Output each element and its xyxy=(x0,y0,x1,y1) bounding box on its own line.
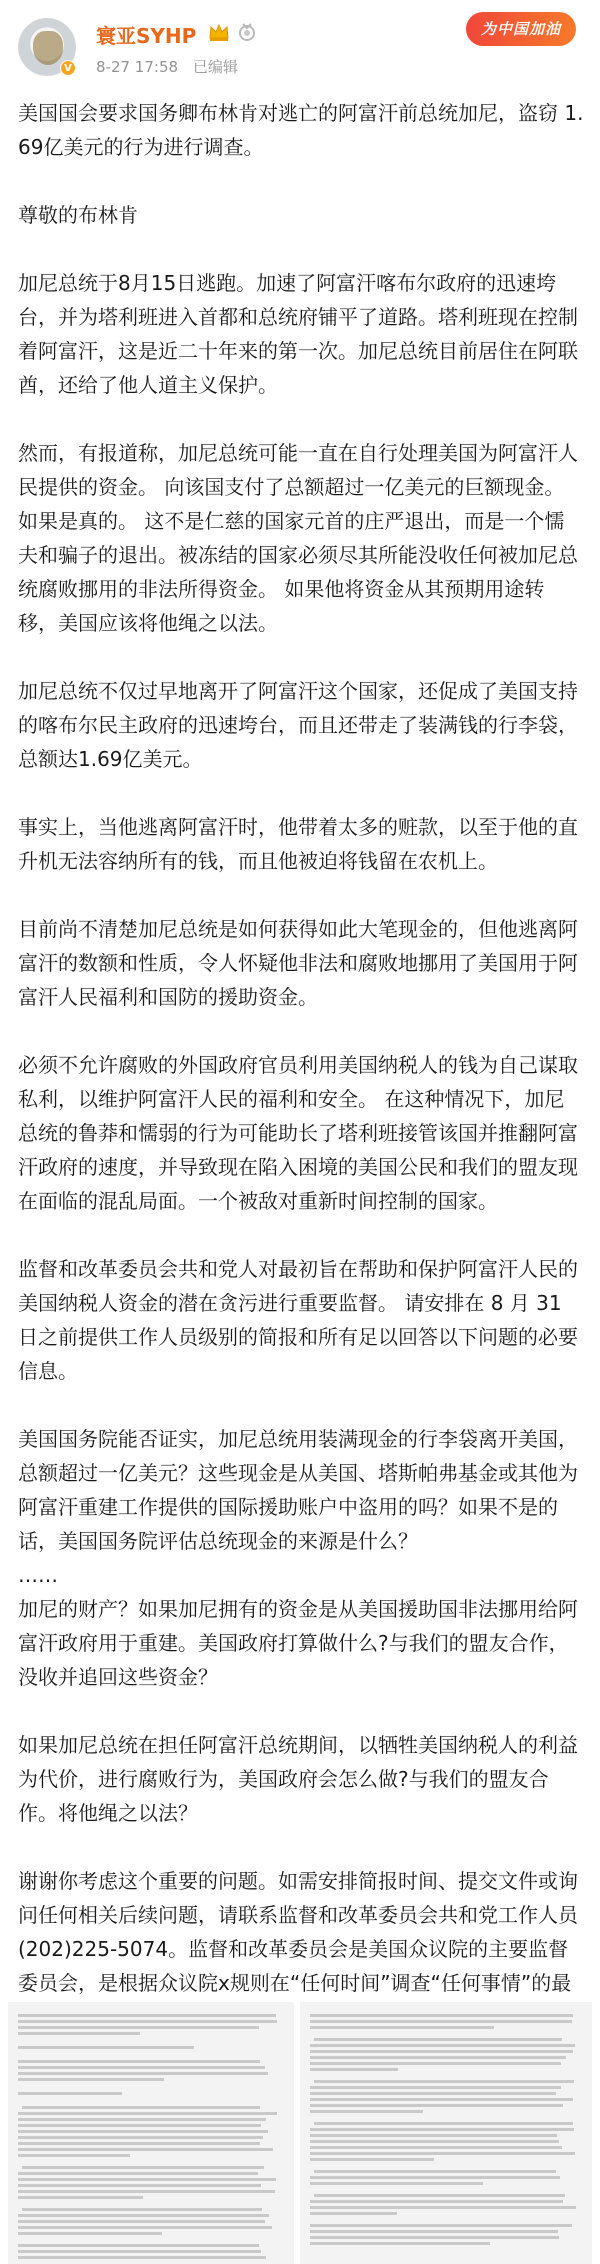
paragraph: 事实上，当他逃离阿富汗时，他带着太多的赃款，以至于他的直升机无法容纳所有的钱，而且他被迫将钱留在农机上。 xyxy=(18,815,578,873)
paragraph: 监督和改革委员会共和党人对最初旨在帮助和保护阿富汗人民的美国纳税人资金的潜在贪污进行重要监督。 请安排在 8 月 31 日之前提供工作人员级别的简报和所有足以回答以下问题的必要信息。 xyxy=(18,1257,578,1383)
attached-images xyxy=(0,1994,600,2264)
post-meta xyxy=(96,56,248,77)
document-text-line xyxy=(310,2086,561,2089)
document-text-line xyxy=(310,2146,562,2149)
document-text-line xyxy=(18,2232,162,2235)
paragraph: 加尼总统于8月15日逃跑。加速了阿富汗喀布尔政府的迅速垮台，并为塔利班进入首都和总统府铺平了道路。塔利班现在控制着阿富汗，这是近二十年来的第一次。加尼总统目前居住在阿联酋，还给了他人道主义保护。 xyxy=(18,271,578,397)
medal-icon xyxy=(238,22,256,42)
document-text-line xyxy=(310,2026,494,2029)
document-text-line xyxy=(18,2214,269,2217)
post-body xyxy=(18,96,584,2068)
verified-badge-icon: V xyxy=(60,60,76,76)
document-text-line xyxy=(310,2044,575,2047)
crown-icon xyxy=(208,22,230,42)
document-text-line xyxy=(22,2208,262,2211)
document-text-line xyxy=(310,2242,490,2245)
document-text-line xyxy=(18,2072,268,2075)
document-text-line xyxy=(310,2140,559,2143)
paragraph: 然而，有报道称，加尼总统可能一直在自行处理美国为阿富汗人民提供的资金。 向该国支付了总额超过一亿美元的巨额现金。 如果是真的。 这不是仁慈的国家元首的庄严退出，而是一个懦夫和骗子的退出。被冻结的国家必须尽其所能没收任何被加尼总统腐败挪用的非法所得资金。 如果他将资金从其预期用途转移，美国应该将他绳之以法。 xyxy=(18,441,578,635)
document-text-line xyxy=(314,2038,562,2041)
edited-label[interactable]: 已编辑 xyxy=(192,58,238,76)
ellipsis-line: …… xyxy=(18,1563,58,1587)
document-text-line xyxy=(310,2212,397,2215)
document-text-line xyxy=(18,2154,130,2157)
document-text-line xyxy=(18,2124,261,2127)
document-text-line xyxy=(310,2104,563,2107)
document-text-line xyxy=(18,2020,277,2023)
document-text-line xyxy=(310,2092,556,2095)
document-text-line xyxy=(310,2182,483,2185)
document-text-line xyxy=(18,2190,275,2193)
document-text-line xyxy=(18,2148,273,2151)
document-text-line xyxy=(18,2220,265,2223)
document-text-line xyxy=(310,2050,573,2053)
paragraph: 如果加尼总统在担任阿富汗总统期间，以牺牲美国纳税人的利益为代价，进行腐败行为，美国政府会怎么做?与我们的盟友合作。将他绳之以法？ xyxy=(18,1733,578,1825)
document-text-line xyxy=(310,2098,573,2101)
document-text-line xyxy=(18,2032,140,2035)
paragraph: 谢谢你考虑这个重要的问题。如需安排简报时间、提交文件或询问任何相关后续问题，请联系监督和改革委员会共和党工作人员(202)225-5074。监督和改革委员会是美国众议院的主要监督委员会，是根据众议院x规则在“任何时间”调查“任何事情”的最 xyxy=(18,1869,578,1995)
document-text-line xyxy=(310,2128,574,2131)
document-text-line xyxy=(310,2206,576,2209)
document-text-line xyxy=(314,2194,565,2197)
document-text-line xyxy=(310,2200,563,2203)
document-text-line xyxy=(310,2110,423,2113)
document-text-line xyxy=(18,2178,276,2181)
document-text-line xyxy=(18,2026,259,2029)
document-text-line xyxy=(314,2170,556,2173)
document-text-line xyxy=(310,2230,558,2233)
document-text-line xyxy=(314,2080,574,2083)
document-text-line xyxy=(18,2014,276,2017)
document-text-line xyxy=(18,2136,263,2139)
paragraph: 加尼的财产？如果加尼拥有的资金是从美国援助国非法挪用给阿富汗政府用于重建。美国政府打算做什么?与我们的盟友合作，没收并追回这些资金？ xyxy=(18,1597,578,1689)
document-text-line xyxy=(22,2106,260,2109)
document-text-line xyxy=(310,2056,566,2059)
document-text-line xyxy=(18,2172,258,2175)
paragraph: 加尼总统不仅过早地离开了阿富汗这个国家，还促成了美国支持的喀布尔民主政府的迅速垮台，而且还带走了装满钱的行李袋，总额达1.69亿美元。 xyxy=(18,679,578,771)
document-text-line xyxy=(310,2014,573,2017)
document-text-line xyxy=(310,2020,572,2023)
document-text-line xyxy=(310,2062,561,2065)
letter-page-1-thumbnail[interactable] xyxy=(8,2002,294,2264)
letter-page-2-thumbnail[interactable] xyxy=(300,2002,592,2264)
paragraph-title: 美国国会要求国务卿布林肯对逃亡的阿富汗前总统加尼，盗窃 1.69亿美元的行为进行调查。 xyxy=(18,101,584,159)
post-timestamp: 8-27 17:58 xyxy=(96,58,179,76)
document-text-line xyxy=(310,2134,557,2137)
document-text-line xyxy=(18,2256,266,2259)
document-text-line xyxy=(18,2112,277,2115)
document-text-line xyxy=(18,2130,268,2133)
paragraph: 目前尚不清楚加尼总统是如何获得如此大笔现金的，但他逃离阿富汗的数额和性质，令人怀疑他非法和腐败地挪用了美国用于阿富汗人民福利和国防的援助资金。 xyxy=(18,917,578,1009)
document-text-line xyxy=(18,2046,194,2049)
document-text-line xyxy=(310,2068,398,2071)
document-text-line xyxy=(18,2244,259,2247)
eagle-emblem-icon xyxy=(33,31,63,65)
document-text-line xyxy=(18,2250,261,2253)
post-header xyxy=(0,0,600,92)
document-text-line xyxy=(18,2142,260,2145)
topic-badge[interactable]: 为中国加油 xyxy=(466,12,576,46)
document-text-line xyxy=(314,2122,573,2125)
document-text-line xyxy=(18,2184,261,2187)
document-text-line xyxy=(18,2060,260,2063)
document-text-line xyxy=(18,2078,164,2081)
document-text-line xyxy=(22,2166,264,2169)
document-text-line xyxy=(310,2152,575,2155)
username[interactable]: 寰亚SYHP xyxy=(96,24,197,48)
paragraph: 美国国务院能否证实，加尼总统用装满现金的行李袋离开美国，总额超过一亿美元？这些现金是从美国、塔斯帕弗基金或其他为阿富汗重建工作提供的国际援助账户中盗用的吗？如果不是的话，美国国务院评估总统现金的来源是什么？ xyxy=(18,1427,578,1553)
document-text-line xyxy=(310,2236,559,2239)
paragraph-salutation: 尊敬的布林肯 xyxy=(18,203,138,227)
document-text-line xyxy=(310,2224,572,2227)
document-text-line xyxy=(310,2158,434,2161)
paragraph: 必须不允许腐败的外国政府官员利用美国纳税人的钱为自己谋取私利，以维护阿富汗人民的福利和安全。 在这种情况下，加尼总统的鲁莽和懦弱的行为可能助长了塔利班接管该国并推翻阿富汗政府的速度，并导致现在陷入困境的美国公民和我们的盟友现在面临的混乱局面。一个被敌对重新时间控制的国家。 xyxy=(18,1053,578,1213)
document-text-line xyxy=(18,2092,122,2095)
document-text-line xyxy=(18,2196,143,2199)
document-text-line xyxy=(18,2226,272,2229)
document-text-line xyxy=(310,2176,560,2179)
document-text-line xyxy=(18,2066,265,2069)
document-text-line xyxy=(18,2118,266,2121)
